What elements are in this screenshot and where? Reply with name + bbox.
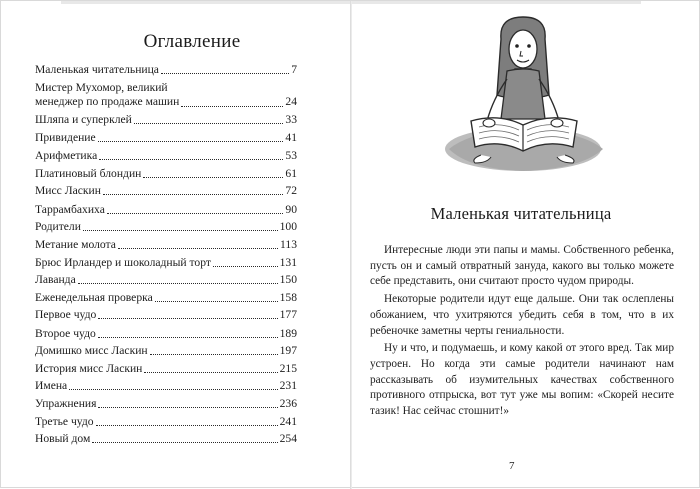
- toc-entry[interactable]: [35, 291, 297, 305]
- toc-leader-dots: [181, 105, 283, 107]
- toc-entry-title: Арифметика: [35, 149, 98, 162]
- toc-entry-title: Маленькая читательница: [35, 63, 159, 76]
- toc-entry-page: 131: [279, 256, 297, 269]
- toc-entry-page: 189: [279, 327, 297, 340]
- toc-entry[interactable]: [35, 273, 297, 287]
- toc-entry-title: Платиновый блондин: [35, 167, 142, 180]
- toc-entry-page: 72: [285, 184, 297, 197]
- toc-entry-page: 215: [279, 362, 297, 375]
- toc-entry-title: Лаванда: [35, 273, 76, 286]
- toc-leader-dots: [107, 212, 284, 214]
- toc-leader-dots: [92, 441, 277, 443]
- toc-entry[interactable]: [35, 203, 297, 217]
- toc-entry-page: 33: [285, 113, 297, 126]
- toc-entry-page: 7: [291, 63, 297, 76]
- toc-entry-page: 24: [285, 95, 297, 109]
- toc-entry-title: Имена: [35, 379, 68, 392]
- toc-title: Оглавление: [143, 31, 241, 52]
- toc-leader-dots: [99, 158, 283, 160]
- toc-entry-page: 241: [279, 415, 297, 428]
- paragraph: Некоторые родители идут еще дальше. Они так ослеплены обожанием, что ухитряются убедить себя в том, что в их ребеночке заметны черты гениальности.: [370, 293, 674, 337]
- toc-entry[interactable]: [35, 184, 297, 198]
- toc-entry-page: 113: [280, 238, 297, 251]
- paragraph: Ну и что, и подумаешь, и кому какой от этого вред. Так мир устроен. Но когда эти самые родители начинают нам рассказывать об изумительных качествах собственного противного отпрыска, вот тут уже мы вопим: «Скорей несите тазик! Нас сейчас стошнит!»: [370, 342, 674, 418]
- toc-entry-page: 197: [279, 344, 297, 357]
- girl-reading-illustration: [441, 9, 611, 179]
- toc-leader-dots: [155, 300, 278, 302]
- toc-entry[interactable]: [35, 149, 297, 163]
- toc-entry[interactable]: [35, 362, 297, 376]
- toc-leader-dots: [98, 140, 284, 142]
- toc-leader-dots: [118, 247, 278, 249]
- toc-entry-page: 61: [285, 167, 297, 180]
- toc-entry-title: Второе чудо: [35, 327, 96, 340]
- toc-entry-title: Новый дом: [35, 432, 91, 445]
- toc-leader-dots: [98, 317, 277, 319]
- toc-entry-page: 236: [279, 397, 297, 410]
- toc-leader-dots: [150, 353, 278, 355]
- toc-entry[interactable]: [35, 220, 297, 234]
- toc-leader-dots: [161, 72, 289, 74]
- toc-leader-dots: [103, 193, 284, 195]
- toc-entry-title: Упражнения: [35, 397, 97, 410]
- toc-entry[interactable]: [35, 379, 297, 393]
- toc-entry[interactable]: [35, 63, 297, 77]
- toc-leader-dots: [69, 388, 277, 390]
- toc-entry-title: менеджер по продаже машин: [35, 95, 180, 109]
- toc-entry[interactable]: [35, 432, 297, 446]
- toc-leader-dots: [83, 229, 278, 231]
- toc-entry[interactable]: [35, 238, 297, 252]
- toc-leader-dots: [98, 406, 277, 408]
- toc-leader-dots: [213, 265, 278, 267]
- toc-entry-title: Брюс Ирландер и шоколадный торт: [35, 256, 211, 269]
- toc-entry-title: Еженедельная проверка: [35, 291, 153, 304]
- toc-entry-title: Шляпа и суперклей: [35, 113, 132, 126]
- toc-entry-title: Мисс Ласкин: [35, 184, 101, 197]
- toc-entry-title: История мисс Ласкин: [35, 362, 143, 375]
- toc-entry-page: 150: [279, 273, 297, 286]
- toc-entry-title: Родители: [35, 220, 81, 233]
- toc-entry-page: 254: [279, 432, 297, 445]
- paragraph: Интересные люди эти папы и мамы. Собственного ребенка, пусть он и самый отвратный зануда, какого вы только можете себе представить, они считают просто чудом природы.: [370, 244, 674, 288]
- toc-entry[interactable]: [35, 81, 297, 110]
- toc-entry[interactable]: [35, 113, 297, 127]
- page-number: 7: [509, 460, 515, 472]
- toc-leader-dots: [144, 371, 277, 373]
- toc-entry[interactable]: [35, 327, 297, 341]
- toc-leader-dots: [143, 176, 283, 178]
- book-gutter: [350, 1, 352, 489]
- toc-leader-dots: [98, 336, 278, 338]
- toc-entry[interactable]: [35, 256, 297, 270]
- toc-entry-title: Таррамбахиха: [35, 203, 105, 216]
- toc-entry-title: Мистер Мухомор, великий: [35, 81, 168, 94]
- toc-entry-title: Первое чудо: [35, 308, 97, 321]
- toc-leader-dots: [134, 122, 284, 124]
- toc-entry-page: 100: [279, 220, 297, 233]
- toc-entry[interactable]: [35, 397, 297, 411]
- toc-entry-title: Третье чудо: [35, 415, 94, 428]
- toc-entry-title: Привидение: [35, 131, 96, 144]
- toc-leader-dots: [96, 424, 278, 426]
- toc-entry-title: Метание молота: [35, 238, 116, 251]
- chapter-body: [370, 243, 674, 422]
- toc-entry-page: 53: [285, 149, 297, 162]
- toc-entry-page: 177: [279, 308, 297, 321]
- toc-entry[interactable]: [35, 415, 297, 429]
- toc-entry-page: 231: [279, 379, 297, 392]
- chapter-title: Маленькая читательница: [430, 204, 612, 223]
- toc-entry[interactable]: [35, 308, 297, 322]
- toc-entry[interactable]: [35, 167, 297, 181]
- toc-entry[interactable]: [35, 344, 297, 358]
- toc-entry-title: Домишко мисс Ласкин: [35, 344, 148, 357]
- toc-leader-dots: [78, 282, 278, 284]
- toc-entry-page: 90: [285, 203, 297, 216]
- toc-entry-page: 158: [279, 291, 297, 304]
- toc-entry[interactable]: [35, 131, 297, 145]
- toc-entry-page: 41: [285, 131, 297, 144]
